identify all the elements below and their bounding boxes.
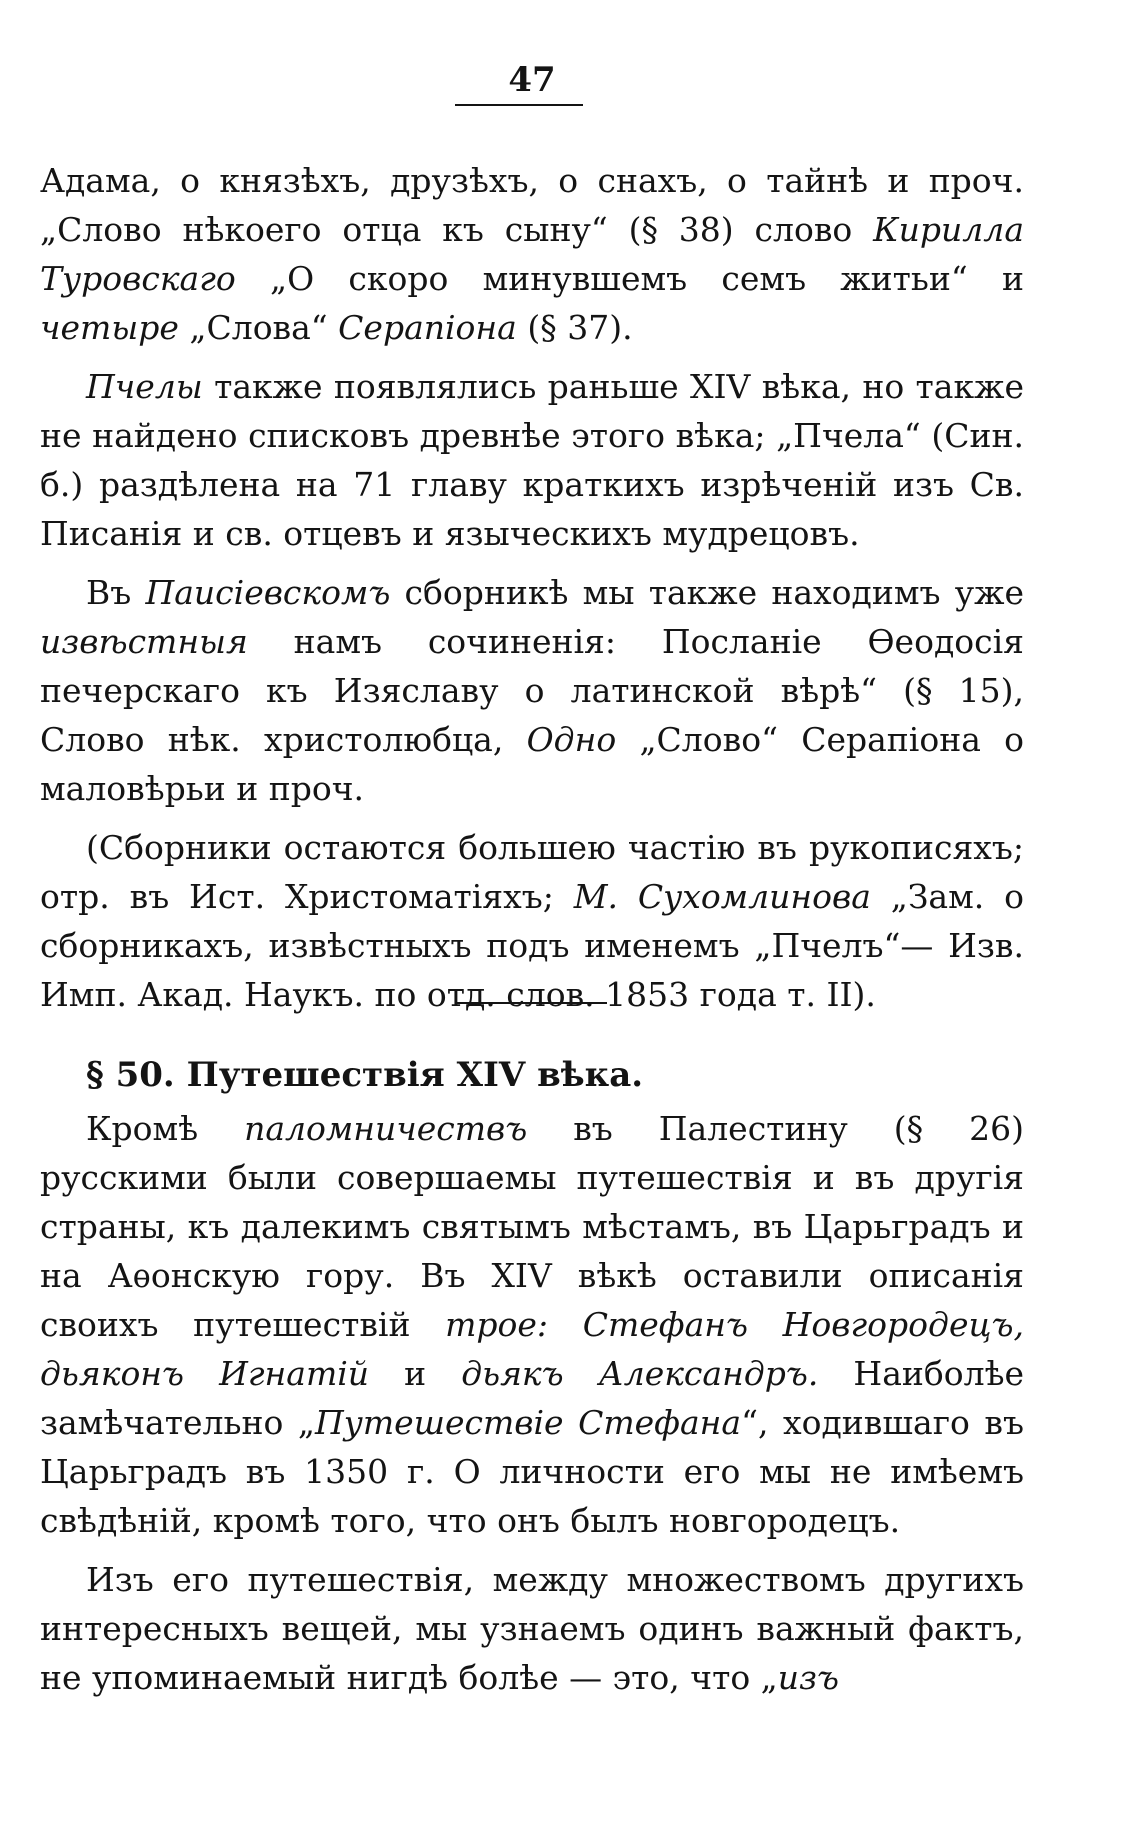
text-run: Въ [86,573,146,612]
section-divider [455,1002,607,1004]
text-run: „Слово“ Серапіона о маловѣрьи и проч. [40,720,1024,808]
text-run: „О скоро минувшемъ семъ житьи“ и [235,259,1024,298]
paragraph-pchely [40,362,1024,558]
paragraph-paisievsky [40,568,1024,813]
text-run: „Зам. о сборникахъ, извѣстныхъ подъ именемъ „Пчелъ“— Изв. Имп. Акад. Наукъ. по отд. слов. 1853 года т. II). [40,877,1024,1014]
text-run: и [369,1354,462,1393]
text-run: Адама, о князѣхъ, друзѣхъ, о снахъ, о тайнѣ и проч. „Слово нѣкоего отца къ сыну“ (§ 38) слово [40,161,1024,249]
text-run: (Сборники остаются большею частію въ рукописяхъ; отр. въ Ист. Христоматіяхъ; [40,828,1024,916]
text-run: сборникѣ мы также находимъ уже [390,573,1024,612]
text-run: Изъ его путешествія, между множествомъ другихъ интересныхъ вещей, мы узнаемъ одинъ важный фактъ, не упоминаемый нигдѣ болѣе — это, что „ [40,1560,1024,1697]
section-heading: § 50. Путешествія XIV вѣка. [86,1055,644,1095]
page-number-rule [455,104,583,106]
text-run: также появлялись раньше XIV вѣка, но также не найдено списковъ древнѣе этого вѣка; „Пчела“ (Син. б.) раздѣлена на 71 главу краткихъ изрѣченій изъ Св. Писанія и св. отцевъ и языческихъ мудрецовъ. [40,367,1024,553]
italic-run: М. Сухомлинова [573,877,871,916]
paragraph-continued [40,156,1024,352]
italic-run: дьякъ Александръ. [461,1354,819,1393]
italic-run: Пчелы [86,367,203,406]
italic-run: трое: Стефанъ Новгородецъ, дьяконъ Игнатій [40,1305,1024,1393]
text-run: въ Палестину (§ 26) русскими были совершаемы путешествія и въ другія страны, къ далекимъ святымъ мѣстамъ, въ Царьградъ и на Аѳонскую гору. Въ XIV вѣкѣ оставили описанія своихъ путешествій [40,1109,1024,1344]
italic-run: Серапіона [338,308,517,347]
text-run: „Слова“ [178,308,339,347]
italic-run: извѣстныя [40,622,248,661]
text-run: Кромѣ [86,1109,245,1148]
text-run: Наиболѣе замѣчательно „ [40,1354,1024,1442]
italic-run: Кирилла Туровскаго [40,210,1024,298]
text-run: намъ сочиненія: Посланіе Ѳеодосія печерскаго къ Изяславу о латинской вѣрѣ“ (§ 15), Слово нѣк. христолюбца, [40,622,1024,759]
italic-run: Путешествіе Стефана [314,1403,742,1442]
text-run: “, ходившаго въ Царьградъ въ 1350 г. О личности его мы не имѣемъ свѣдѣній, кромѣ того, что онъ былъ новгородецъ. [40,1403,1024,1540]
paragraph-travels [40,1104,1024,1545]
paragraph-bibliography [40,823,1024,1019]
italic-run: паломничествъ [244,1109,528,1148]
top-text-block [40,156,1024,1029]
italic-run: Одно [526,720,617,759]
italic-run: изъ [777,1658,840,1697]
bottom-text-block [40,1104,1024,1712]
paragraph-fact [40,1555,1024,1702]
italic-run: четыре [40,308,179,347]
text-run: (§ 37). [516,308,633,347]
book-page [40,60,1024,1780]
italic-run: Паисіевскомъ [145,573,391,612]
page-number: 47 [508,60,556,100]
